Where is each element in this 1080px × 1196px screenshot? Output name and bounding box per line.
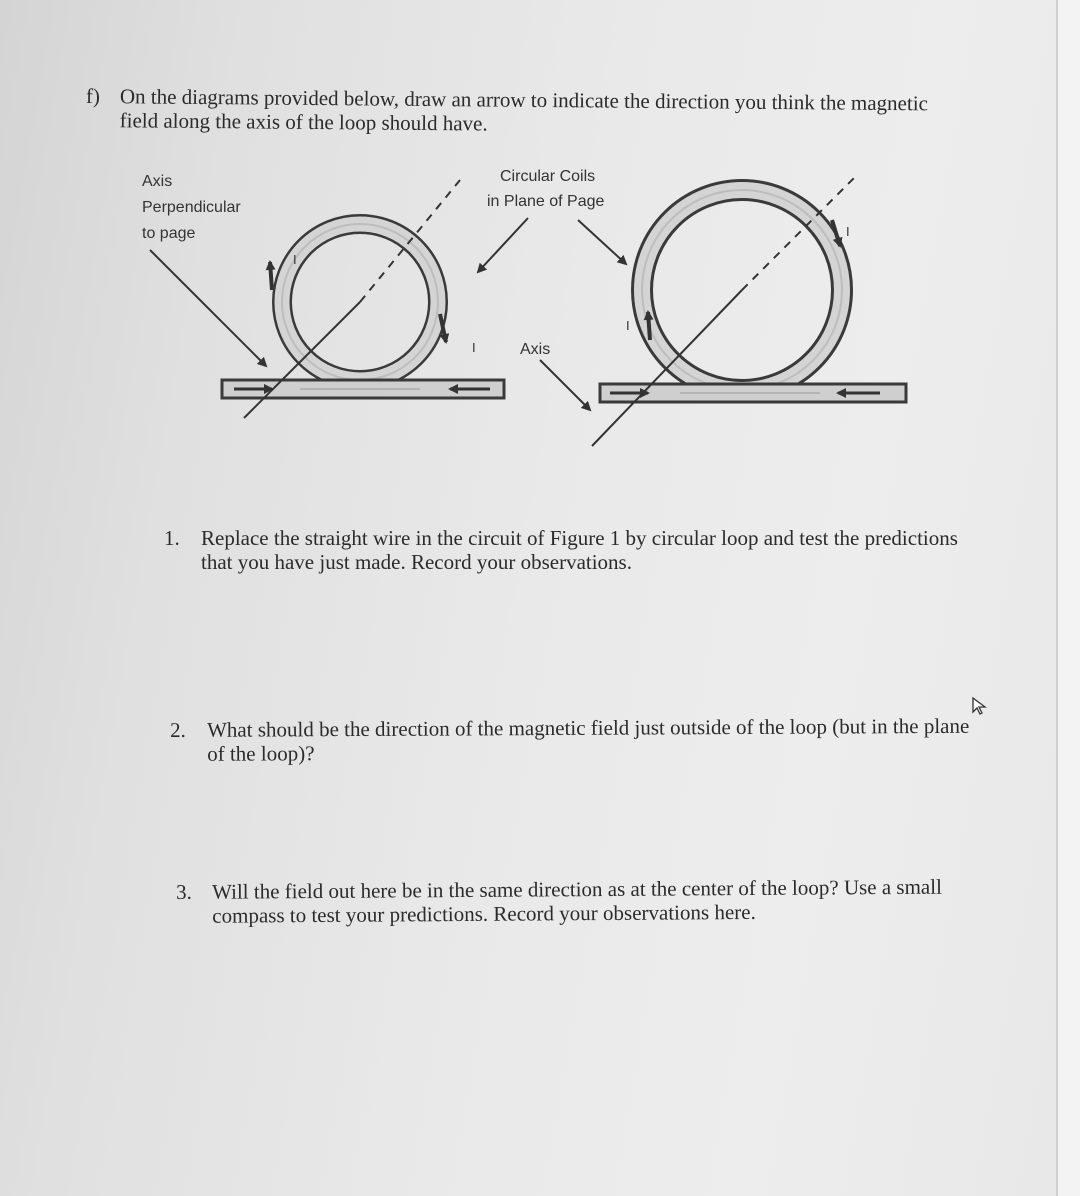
mouse-pointer-icon	[970, 696, 990, 716]
label-axis-perp-2: Perpendicular	[142, 199, 241, 216]
current-label-left-2: I	[472, 340, 476, 355]
magnetic-loop-diagram	[0, 0, 1058, 480]
label-axis: Axis	[520, 341, 551, 358]
question-1-text: Replace the straight wire in the circuit of Figure 1 by circular loop and test the predictions that you have just made. Record your observations.	[201, 526, 958, 574]
label-coils-2: in Plane of Page	[487, 193, 605, 210]
question-2	[170, 714, 990, 766]
current-label-right-1: I	[626, 318, 630, 333]
question-1	[164, 526, 994, 574]
question-3-number: 3.	[176, 879, 192, 904]
current-label-right-2: I	[846, 224, 850, 239]
screen-edge	[1056, 0, 1080, 1196]
question-3	[176, 874, 986, 928]
question-3-text: Will the field out here be in the same direction as at the center of the loop? Use a small compass to test your predictions. Record your observations here.	[211, 874, 942, 928]
question-2-number: 2.	[170, 717, 186, 742]
intro-text: On the diagrams provided below, draw an arrow to indicate the direction you think the magnetic field along the axis of the loop should have.	[119, 84, 929, 136]
right-loop	[540, 176, 906, 446]
question-2-text: What should be the direction of the magnetic field just outside of the loop (but in the plane of the loop)?	[206, 713, 970, 766]
label-axis-perp-3: to page	[142, 225, 196, 242]
label-coils-1: Circular Coils	[500, 168, 596, 185]
current-label-left-1: I	[293, 252, 297, 267]
label-axis-perp-1: Axis	[142, 173, 173, 190]
intro-number: f)	[85, 84, 100, 109]
question-1-number: 1.	[164, 526, 180, 550]
